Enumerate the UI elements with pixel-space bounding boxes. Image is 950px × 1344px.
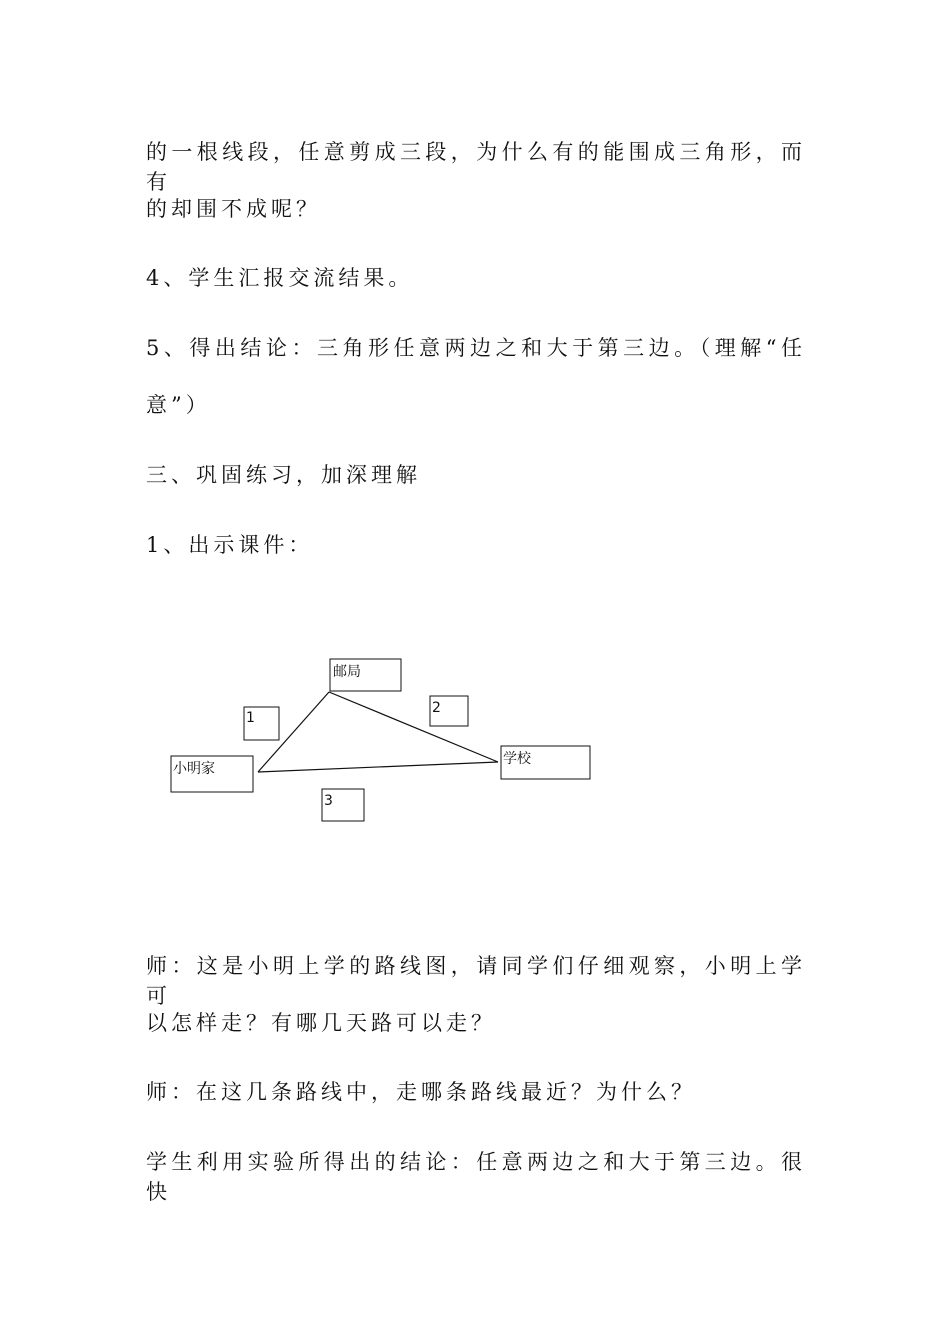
home-label: 小明家 [173,761,215,777]
route-1-label: 1 [246,710,255,726]
route-2-label: 2 [432,700,441,716]
route-diagram-svg [165,652,605,832]
paragraph-line: 5、得出结论：三角形任意两边之和大于第三边。（理解“任 [146,336,806,360]
paragraph-line: 的一根线段，任意剪成三段，为什么有的能围成三角形，而有 [146,140,806,194]
paragraph-line: 以怎样走？有哪几天路可以走？ [146,1011,496,1035]
route-3-label: 3 [324,793,333,809]
paragraph-line: 师：在这几条路线中，走哪条路线最近？为什么？ [146,1080,696,1104]
paragraph-line: 意”） [146,393,211,417]
paragraph-line: 4、学生汇报交流结果。 [146,266,414,290]
paragraph-line: 师：这是小明上学的路线图，请同学们仔细观察，小明上学可 [146,954,806,1008]
paragraph-line: 的却围不成呢？ [146,197,321,221]
post-office-label: 邮局 [333,664,361,680]
route-line-3 [258,762,498,772]
paragraph-line: 1、出示课件： [146,533,314,557]
route-diagram [165,652,605,832]
school-label: 学校 [503,751,531,767]
section-heading: 三、巩固练习，加深理解 [146,463,421,487]
route-line-2 [329,692,498,762]
paragraph-line: 学生利用实验所得出的结论：任意两边之和大于第三边。很快 [146,1150,806,1204]
